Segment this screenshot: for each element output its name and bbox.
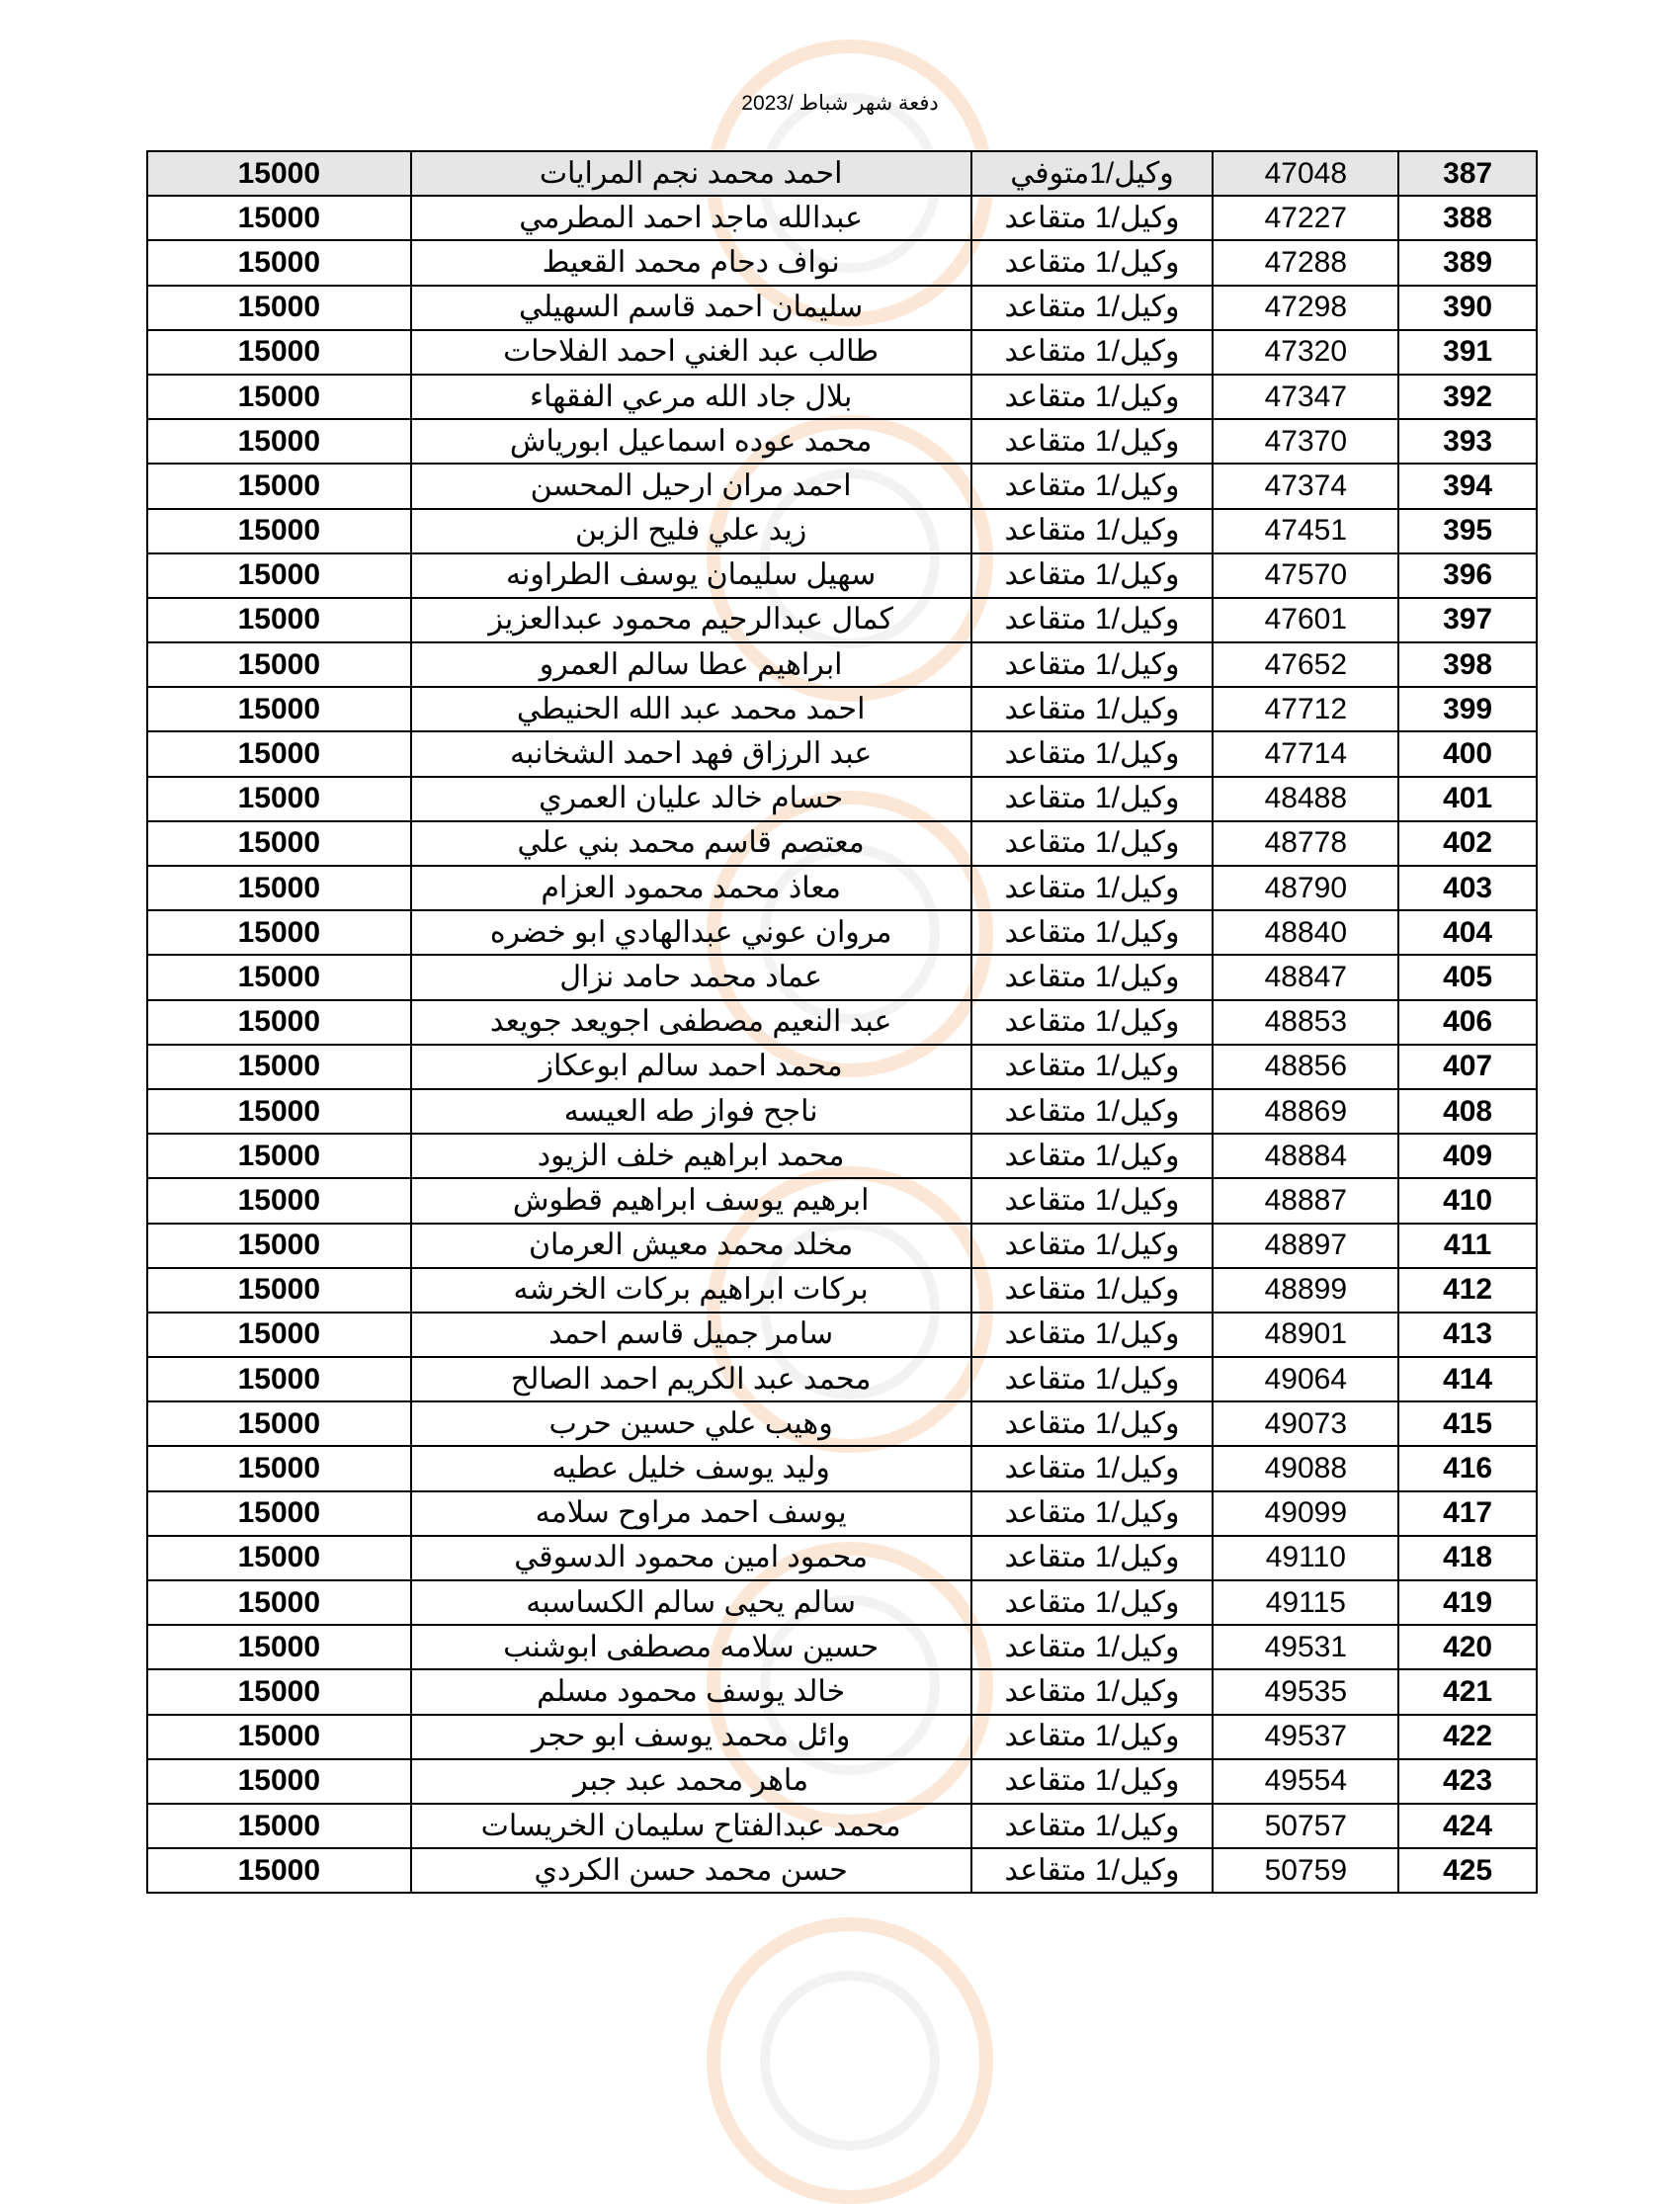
type-cell: وكيل/1 متقاعد: [971, 286, 1214, 330]
name-cell: احمد محمد عبد الله الحنيطي: [411, 687, 971, 731]
table-row: [147, 1224, 1537, 1268]
table-row: [147, 1715, 1537, 1759]
type-cell: وكيل/1 متقاعد: [971, 419, 1214, 464]
name-cell: عبدالله ماجد احمد المطرمي: [411, 196, 971, 240]
name-cell: طالب عبد الغني احمد الفلاحات: [411, 330, 971, 375]
id-cell: 49535: [1213, 1669, 1398, 1714]
id-cell: 49554: [1213, 1759, 1398, 1804]
id-cell: 48899: [1213, 1268, 1398, 1313]
type-cell: وكيل/1 متقاعد: [971, 1000, 1214, 1045]
name-cell: محمد احمد سالم ابوعكاز: [411, 1045, 971, 1089]
row-number-cell: 418: [1398, 1536, 1537, 1580]
table-row: [147, 955, 1537, 999]
row-number-cell: 396: [1398, 553, 1537, 598]
row-number-cell: 415: [1398, 1401, 1537, 1446]
name-cell: وليد يوسف خليل عطيه: [411, 1446, 971, 1490]
row-number-cell: 392: [1398, 375, 1537, 419]
name-cell: معاذ محمد محمود العزام: [411, 866, 971, 910]
row-number-cell: 422: [1398, 1715, 1537, 1759]
amount-cell: 15000: [147, 1268, 411, 1313]
row-number-cell: 397: [1398, 598, 1537, 642]
table-row: [147, 910, 1537, 955]
name-cell: زيد علي فليح الزبن: [411, 509, 971, 553]
table-row: [147, 1446, 1537, 1490]
row-number-cell: 399: [1398, 687, 1537, 731]
name-cell: محمد عبد الكريم احمد الصالح: [411, 1357, 971, 1401]
name-cell: ناجح فواز طه العيسه: [411, 1089, 971, 1134]
table-row: [147, 553, 1537, 598]
type-cell: وكيل/1 متقاعد: [971, 687, 1214, 731]
id-cell: 48887: [1213, 1178, 1398, 1223]
table-row: [147, 731, 1537, 776]
row-number-cell: 417: [1398, 1491, 1537, 1536]
name-cell: حسام خالد عليان العمري: [411, 777, 971, 821]
table-row: [147, 330, 1537, 375]
table-row: [147, 464, 1537, 508]
amount-cell: 15000: [147, 1178, 411, 1223]
row-number-cell: 424: [1398, 1804, 1537, 1848]
type-cell: وكيل/1 متقاعد: [971, 731, 1214, 776]
type-cell: وكيل/1 متقاعد: [971, 1669, 1214, 1714]
type-cell: وكيل/1 متقاعد: [971, 642, 1214, 687]
name-cell: ابرهيم يوسف ابراهيم قطوش: [411, 1178, 971, 1223]
table-row: [147, 1625, 1537, 1669]
table-row: [147, 509, 1537, 553]
id-cell: 49088: [1213, 1446, 1398, 1490]
name-cell: بلال جاد الله مرعي الفقهاء: [411, 375, 971, 419]
id-cell: 49064: [1213, 1357, 1398, 1401]
name-cell: ابراهيم عطا سالم العمرو: [411, 642, 971, 687]
row-number-cell: 390: [1398, 286, 1537, 330]
name-cell: سامر جميل قاسم احمد: [411, 1313, 971, 1357]
type-cell: وكيل/1 متقاعد: [971, 1313, 1214, 1357]
type-cell: وكيل/1 متقاعد: [971, 509, 1214, 553]
id-cell: 50757: [1213, 1804, 1398, 1848]
payment-table: [146, 150, 1538, 1894]
amount-cell: 15000: [147, 240, 411, 285]
amount-cell: 15000: [147, 1625, 411, 1669]
row-number-cell: 406: [1398, 1000, 1537, 1045]
id-cell: 47714: [1213, 731, 1398, 776]
type-cell: وكيل/1 متقاعد: [971, 1625, 1214, 1669]
row-number-cell: 393: [1398, 419, 1537, 464]
type-cell: وكيل/1 متقاعد: [971, 553, 1214, 598]
table-row: [147, 1804, 1537, 1848]
table-row: [147, 1268, 1537, 1313]
table-row: [147, 866, 1537, 910]
table-row: [147, 286, 1537, 330]
table-row: [147, 1580, 1537, 1625]
type-cell: وكيل/1 متقاعد: [971, 1357, 1214, 1401]
amount-cell: 15000: [147, 1134, 411, 1178]
type-cell: وكيل/1 متقاعد: [971, 1268, 1214, 1313]
id-cell: 48856: [1213, 1045, 1398, 1089]
row-number-cell: 402: [1398, 821, 1537, 866]
name-cell: نواف دحام محمد القعيط: [411, 240, 971, 285]
table-row: [147, 687, 1537, 731]
name-cell: سليمان احمد قاسم السهيلي: [411, 286, 971, 330]
table-row: [147, 1848, 1537, 1893]
row-number-cell: 401: [1398, 777, 1537, 821]
row-number-cell: 405: [1398, 955, 1537, 999]
amount-cell: 15000: [147, 1580, 411, 1625]
name-cell: وائل محمد يوسف ابو حجر: [411, 1715, 971, 1759]
amount-cell: 15000: [147, 1446, 411, 1490]
id-cell: 49110: [1213, 1536, 1398, 1580]
table-row: [147, 1045, 1537, 1089]
amount-cell: 15000: [147, 1045, 411, 1089]
id-cell: 49531: [1213, 1625, 1398, 1669]
amount-cell: 15000: [147, 777, 411, 821]
name-cell: بركات ابراهيم بركات الخرشه: [411, 1268, 971, 1313]
amount-cell: 15000: [147, 330, 411, 375]
id-cell: 47570: [1213, 553, 1398, 598]
name-cell: محمود امين محمود الدسوقي: [411, 1536, 971, 1580]
id-cell: 49115: [1213, 1580, 1398, 1625]
name-cell: يوسف احمد مراوح سلامه: [411, 1491, 971, 1536]
amount-cell: 15000: [147, 687, 411, 731]
name-cell: كمال عبدالرحيم محمود عبدالعزيز: [411, 598, 971, 642]
id-cell: 48840: [1213, 910, 1398, 955]
amount-cell: 15000: [147, 1536, 411, 1580]
type-cell: وكيل/1 متقاعد: [971, 598, 1214, 642]
name-cell: عبد النعيم مصطفى اجويعد جويعد: [411, 1000, 971, 1045]
type-cell: وكيل/1 متقاعد: [971, 1224, 1214, 1268]
row-number-cell: 419: [1398, 1580, 1537, 1625]
amount-cell: 15000: [147, 1715, 411, 1759]
id-cell: 48488: [1213, 777, 1398, 821]
name-cell: خالد يوسف محمود مسلم: [411, 1669, 971, 1714]
table-row: [147, 821, 1537, 866]
row-number-cell: 404: [1398, 910, 1537, 955]
row-number-cell: 416: [1398, 1446, 1537, 1490]
name-cell: حسين سلامه مصطفى ابوشنب: [411, 1625, 971, 1669]
id-cell: 48869: [1213, 1089, 1398, 1134]
amount-cell: 15000: [147, 642, 411, 687]
type-cell: وكيل/1 متقاعد: [971, 1446, 1214, 1490]
id-cell: 47298: [1213, 286, 1398, 330]
table-row: [147, 1134, 1537, 1178]
name-cell: سالم يحيى سالم الكساسبه: [411, 1580, 971, 1625]
amount-cell: 15000: [147, 375, 411, 419]
name-cell: مخلد محمد معيش العرمان: [411, 1224, 971, 1268]
row-number-cell: 410: [1398, 1178, 1537, 1223]
table-row: [147, 151, 1537, 196]
type-cell: وكيل/1 متقاعد: [971, 1401, 1214, 1446]
table-row: [147, 1089, 1537, 1134]
row-number-cell: 403: [1398, 866, 1537, 910]
row-number-cell: 413: [1398, 1313, 1537, 1357]
table-row: [147, 1000, 1537, 1045]
id-cell: 47451: [1213, 509, 1398, 553]
name-cell: محمد ابراهيم خلف الزيود: [411, 1134, 971, 1178]
id-cell: 47347: [1213, 375, 1398, 419]
amount-cell: 15000: [147, 910, 411, 955]
row-number-cell: 388: [1398, 196, 1537, 240]
name-cell: احمد محمد نجم المرايات: [411, 151, 971, 196]
id-cell: 50759: [1213, 1848, 1398, 1893]
type-cell: وكيل/1 متقاعد: [971, 464, 1214, 508]
name-cell: محمد عوده اسماعيل ابورياش: [411, 419, 971, 464]
table-row: [147, 1491, 1537, 1536]
amount-cell: 15000: [147, 1224, 411, 1268]
amount-cell: 15000: [147, 1669, 411, 1714]
table-row: [147, 1313, 1537, 1357]
id-cell: 48778: [1213, 821, 1398, 866]
id-cell: 48847: [1213, 955, 1398, 999]
name-cell: حسن محمد حسن الكردي: [411, 1848, 971, 1893]
table-row: [147, 419, 1537, 464]
id-cell: 47601: [1213, 598, 1398, 642]
name-cell: محمد عبدالفتاح سليمان الخريسات: [411, 1804, 971, 1848]
amount-cell: 15000: [147, 598, 411, 642]
amount-cell: 15000: [147, 866, 411, 910]
amount-cell: 15000: [147, 151, 411, 196]
row-number-cell: 420: [1398, 1625, 1537, 1669]
row-number-cell: 411: [1398, 1224, 1537, 1268]
row-number-cell: 425: [1398, 1848, 1537, 1893]
type-cell: وكيل/1 متقاعد: [971, 240, 1214, 285]
table-row: [147, 1759, 1537, 1804]
row-number-cell: 387: [1398, 151, 1537, 196]
type-cell: وكيل/1 متقاعد: [971, 1580, 1214, 1625]
type-cell: وكيل/1 متقاعد: [971, 1045, 1214, 1089]
type-cell: وكيل/1 متقاعد: [971, 330, 1214, 375]
table-row: [147, 196, 1537, 240]
name-cell: وهيب علي حسين حرب: [411, 1401, 971, 1446]
id-cell: 48901: [1213, 1313, 1398, 1357]
amount-cell: 15000: [147, 196, 411, 240]
type-cell: وكيل/1 متقاعد: [971, 777, 1214, 821]
row-number-cell: 394: [1398, 464, 1537, 508]
table-row: [147, 1536, 1537, 1580]
row-number-cell: 407: [1398, 1045, 1537, 1089]
table-row: [147, 598, 1537, 642]
row-number-cell: 391: [1398, 330, 1537, 375]
table-row: [147, 375, 1537, 419]
table-row: [147, 1178, 1537, 1223]
watermark-clock-icon: [707, 1917, 993, 2204]
type-cell: وكيل/1 متقاعد: [971, 1491, 1214, 1536]
name-cell: سهيل سليمان يوسف الطراونه: [411, 553, 971, 598]
page-title: دفعة شهر شباط /2023: [741, 92, 939, 115]
row-number-cell: 389: [1398, 240, 1537, 285]
type-cell: وكيل/1 متقاعد: [971, 1848, 1214, 1893]
table-row: [147, 642, 1537, 687]
amount-cell: 15000: [147, 553, 411, 598]
amount-cell: 15000: [147, 1313, 411, 1357]
row-number-cell: 408: [1398, 1089, 1537, 1134]
type-cell: وكيل/1 متقاعد: [971, 1178, 1214, 1223]
name-cell: احمد مران ارحيل المحسن: [411, 464, 971, 508]
row-number-cell: 398: [1398, 642, 1537, 687]
table-row: [147, 777, 1537, 821]
row-number-cell: 395: [1398, 509, 1537, 553]
id-cell: 47370: [1213, 419, 1398, 464]
amount-cell: 15000: [147, 1089, 411, 1134]
table-row: [147, 1401, 1537, 1446]
row-number-cell: 423: [1398, 1759, 1537, 1804]
id-cell: 47048: [1213, 151, 1398, 196]
amount-cell: 15000: [147, 1491, 411, 1536]
row-number-cell: 412: [1398, 1268, 1537, 1313]
amount-cell: 15000: [147, 1357, 411, 1401]
amount-cell: 15000: [147, 1804, 411, 1848]
id-cell: 47712: [1213, 687, 1398, 731]
amount-cell: 15000: [147, 955, 411, 999]
type-cell: وكيل/1 متقاعد: [971, 375, 1214, 419]
id-cell: 49099: [1213, 1491, 1398, 1536]
amount-cell: 15000: [147, 821, 411, 866]
amount-cell: 15000: [147, 419, 411, 464]
type-cell: وكيل/1 متقاعد: [971, 1089, 1214, 1134]
type-cell: وكيل/1متوفي: [971, 151, 1214, 196]
type-cell: وكيل/1 متقاعد: [971, 1715, 1214, 1759]
id-cell: 49537: [1213, 1715, 1398, 1759]
table-row: [147, 1669, 1537, 1714]
id-cell: 48884: [1213, 1134, 1398, 1178]
name-cell: مروان عوني عبدالهادي ابو خضره: [411, 910, 971, 955]
row-number-cell: 421: [1398, 1669, 1537, 1714]
type-cell: وكيل/1 متقاعد: [971, 1804, 1214, 1848]
table-row: [147, 1357, 1537, 1401]
name-cell: ماهر محمد عبد جبر: [411, 1759, 971, 1804]
id-cell: 48853: [1213, 1000, 1398, 1045]
row-number-cell: 400: [1398, 731, 1537, 776]
name-cell: عماد محمد حامد نزال: [411, 955, 971, 999]
amount-cell: 15000: [147, 509, 411, 553]
amount-cell: 15000: [147, 1848, 411, 1893]
type-cell: وكيل/1 متقاعد: [971, 1759, 1214, 1804]
amount-cell: 15000: [147, 731, 411, 776]
amount-cell: 15000: [147, 1759, 411, 1804]
type-cell: وكيل/1 متقاعد: [971, 910, 1214, 955]
amount-cell: 15000: [147, 286, 411, 330]
type-cell: وكيل/1 متقاعد: [971, 1134, 1214, 1178]
id-cell: 49073: [1213, 1401, 1398, 1446]
id-cell: 47320: [1213, 330, 1398, 375]
type-cell: وكيل/1 متقاعد: [971, 866, 1214, 910]
id-cell: 48790: [1213, 866, 1398, 910]
id-cell: 48897: [1213, 1224, 1398, 1268]
id-cell: 47652: [1213, 642, 1398, 687]
row-number-cell: 409: [1398, 1134, 1537, 1178]
amount-cell: 15000: [147, 464, 411, 508]
amount-cell: 15000: [147, 1000, 411, 1045]
type-cell: وكيل/1 متقاعد: [971, 955, 1214, 999]
name-cell: معتصم قاسم محمد بني علي: [411, 821, 971, 866]
type-cell: وكيل/1 متقاعد: [971, 196, 1214, 240]
type-cell: وكيل/1 متقاعد: [971, 821, 1214, 866]
id-cell: 47227: [1213, 196, 1398, 240]
table-row: [147, 240, 1537, 285]
name-cell: عبد الرزاق فهد احمد الشخانبه: [411, 731, 971, 776]
id-cell: 47374: [1213, 464, 1398, 508]
amount-cell: 15000: [147, 1401, 411, 1446]
id-cell: 47288: [1213, 240, 1398, 285]
type-cell: وكيل/1 متقاعد: [971, 1536, 1214, 1580]
row-number-cell: 414: [1398, 1357, 1537, 1401]
